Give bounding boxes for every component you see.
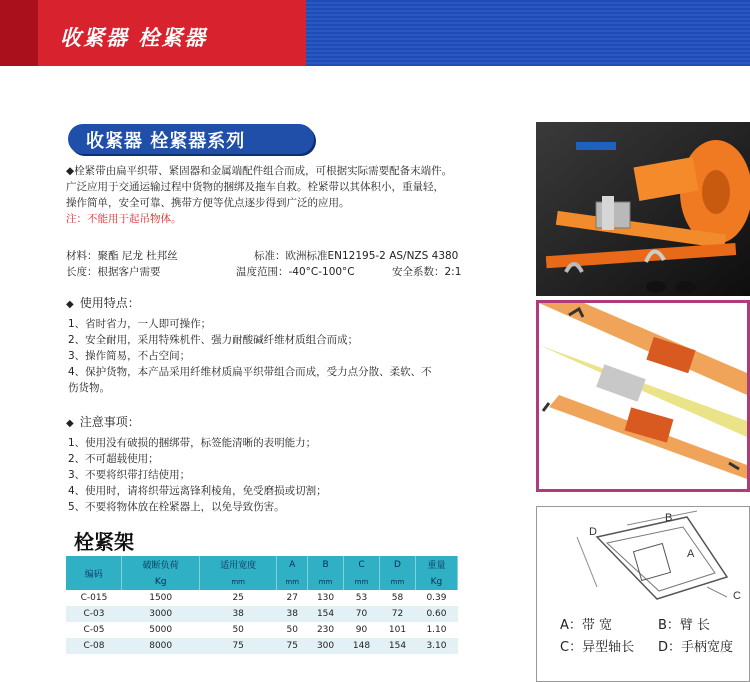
length-spec: 长度：根据客户需要 (66, 266, 161, 278)
list-item: 2、不可超载使用； (68, 453, 159, 465)
table-row: C-03 3000 38 38 154 70 72 0.60 (66, 606, 458, 622)
table-header: B (308, 556, 344, 573)
intro-line: 操作简单，安全可靠、携带方便等优点逐步得到广泛的应用。 (66, 197, 350, 209)
list-item: 2、安全耐用，采用特殊机件、强力耐酸碱纤维材质组合而成； (68, 334, 359, 346)
ratchet-diagram (536, 506, 750, 682)
spec-table (66, 556, 458, 654)
intro-line: 广泛应用于交通运输过程中货物的捆绑及拖车自救。栓紧带以其体积小，重量轻， (66, 181, 444, 193)
list-item: 1、使用没有破损的捆绑带，标签能清晰的表明能力； (68, 437, 317, 449)
diamond-bullet-icon: ◆ (66, 299, 74, 310)
safety-factor-spec: 安全系数：2:1 (392, 266, 462, 278)
notes-list (68, 435, 488, 515)
table-unit: mm (199, 573, 276, 590)
diagram-label-d: D (589, 526, 597, 538)
table-header: 重量 (415, 556, 457, 573)
features-list (68, 316, 468, 396)
table-header: 破断负荷 (122, 556, 199, 573)
product-photo-ratchets (536, 300, 750, 492)
material-spec: 材料：聚酯 尼龙 杜邦丝 (66, 250, 178, 262)
table-row: C-015 1500 25 27 130 53 58 0.39 (80, 593, 447, 603)
diagram-label-a: A (687, 548, 695, 560)
table-header: 编码 (66, 556, 122, 590)
header-blue-band (306, 0, 750, 66)
intro-line: ◆栓紧带由扁平织带、紧固器和金属端配件组合而成，可根据实际需要配备末端件。 (66, 165, 453, 177)
table-unit: mm (344, 573, 380, 590)
spec-row (66, 264, 506, 280)
features-heading: ◆ 使用特点： (66, 296, 140, 310)
standard-spec: 标准：欧洲标准EN12195-2 AS/NZS 4380 (254, 250, 459, 262)
table-header: C (344, 556, 380, 573)
temperature-spec: 温度范围：-40°C-100°C (236, 266, 355, 278)
spec-row (66, 248, 506, 264)
legend-c: C：异型轴长 (560, 640, 635, 655)
list-item: 3、操作简易，不占空间； (68, 350, 191, 362)
diagram-label-b: B (665, 512, 673, 524)
table-row: C-08 8000 75 75 300 148 154 3.10 (66, 638, 458, 654)
diagram-label-c: C (733, 590, 741, 602)
list-item: 4、保护货物，本产品采用纤维材质扁平织带组合而成，受力点分散、柔软、不 (68, 366, 432, 378)
intro-paragraph (66, 163, 506, 227)
legend-d: D：手柄宽度 (658, 640, 734, 655)
list-item: 5、不要将物体放在栓紧器上，以免导致伤害。 (68, 501, 285, 513)
table-unit: Kg (415, 573, 457, 590)
section-banner-title: 收紧器 栓紧器系列 (86, 131, 246, 152)
list-item: 伤货物。 (68, 382, 110, 394)
table-unit: mm (308, 573, 344, 590)
notes-heading: ◆ 注意事项： (66, 415, 140, 429)
list-item: 1、省时省力，一人即可操作； (68, 318, 212, 330)
table-header: 适用宽度 (199, 556, 276, 573)
diamond-bullet-icon: ◆ (66, 418, 74, 429)
table-unit: mm (277, 573, 308, 590)
table-header: A (277, 556, 308, 573)
table-unit: mm (379, 573, 415, 590)
product-photo-straps (536, 122, 750, 296)
legend-b: B：臂 长 (658, 618, 711, 633)
legend-a: A：带 宽 (560, 618, 613, 633)
table-title: 栓紧架 (74, 530, 134, 554)
table-row: C-05 5000 50 50 230 90 101 1.10 (83, 625, 447, 635)
table-header: D (379, 556, 415, 573)
warning-note: 注：不能用于起吊物体。 (66, 213, 182, 225)
list-item: 3、不要将织带打结使用； (68, 469, 191, 481)
list-item: 4、使用时，请将织带远离锋利棱角，免受磨损或切割； (68, 485, 327, 497)
header-title: 收紧器 栓紧器 (60, 25, 208, 50)
table-unit: Kg (122, 573, 199, 590)
